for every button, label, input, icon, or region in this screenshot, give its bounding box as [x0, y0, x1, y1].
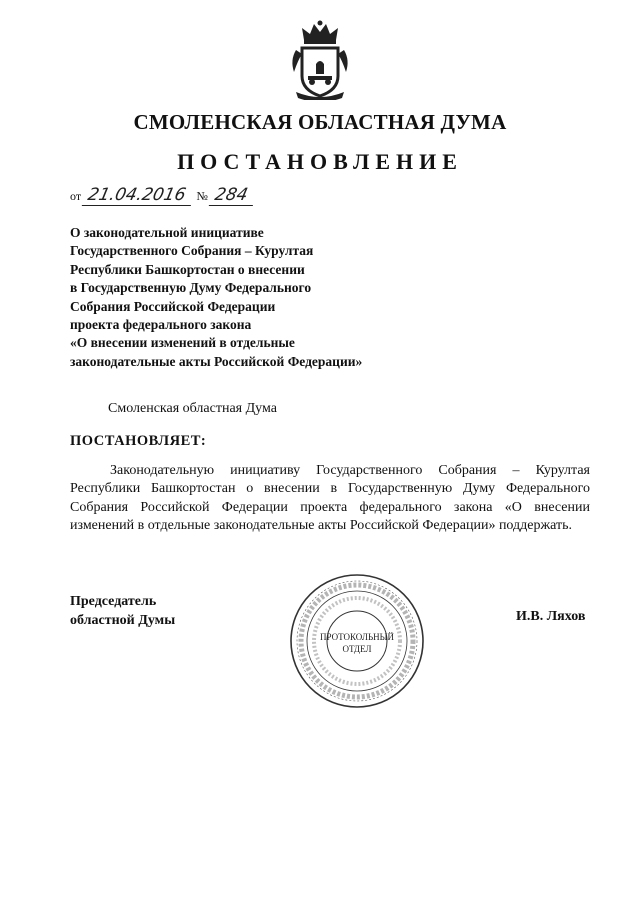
signer-title [70, 592, 175, 630]
subject-line: законодательные акты Российской Федерации» [70, 353, 363, 369]
stamp-center-line2: ОТДЕЛ [342, 644, 372, 654]
subject-line: О законодательной инициативе [70, 225, 264, 240]
subject-line: Государственного Собрания – Курултая [70, 243, 314, 259]
intro-text: Смоленская областная Дума [108, 401, 277, 416]
signer-title-line: областной Думы [70, 613, 176, 628]
stamp-center-line1: ПРОТОКОЛЬНЫЙ [320, 632, 394, 642]
organization-name: СМОЛЕНСКАЯ ОБЛАСТНАЯ ДУМА [133, 110, 507, 134]
document-type-title: ПОСТАНОВЛЕНИЕ [177, 149, 463, 174]
resolves-heading: ПОСТАНОВЛЯЕТ: [70, 433, 207, 449]
subject-line: Собрания Российской Федерации [70, 298, 276, 314]
subject-line: в Государственную Думу Федерального [70, 280, 312, 296]
signer-title-line: Председатель [70, 594, 157, 609]
subject-line: Республики Башкортостан о внесении [70, 261, 305, 277]
subject-line: «О внесении изменений в отдельные [70, 335, 295, 351]
official-stamp [288, 572, 426, 710]
number-value: 284 [209, 185, 258, 206]
resolution-body: Законодательную инициативу Государственного Собрания – Курултая Республики Башкортостан о внесении в Государственную Думу Федерального Собрания Российской Федерации проекта федерального закона «О внесении изменений в отдельные законодательные акты Российской Федерации» поддержать. [70, 463, 590, 533]
subject-line: проекта федерального закона [70, 317, 252, 333]
coat-of-arms-icon [288, 20, 352, 100]
date-value: 21.04.2016 [82, 185, 196, 206]
date-prefix: от [70, 189, 82, 203]
number-prefix: № [196, 189, 208, 203]
date-number-line [70, 185, 255, 206]
signer-name: И.В. Ляхов [516, 609, 586, 624]
subject-block [70, 224, 400, 371]
